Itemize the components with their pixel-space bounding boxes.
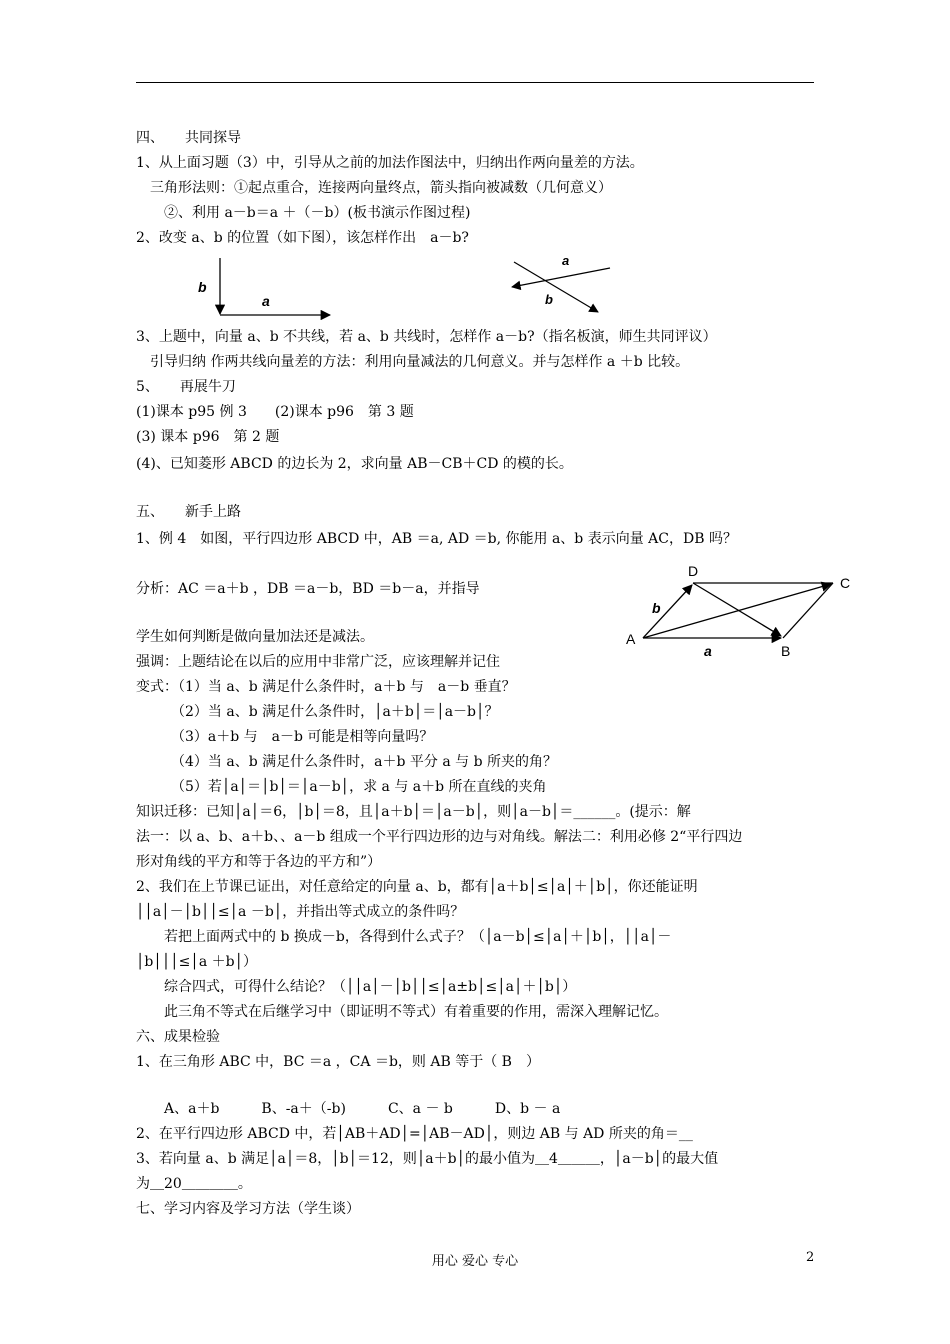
text-line: 为＿20＿＿＿＿。 <box>136 1176 252 1192</box>
section-6-heading: 六、成果检验 <box>136 1029 220 1045</box>
label-a: a <box>262 293 270 309</box>
text-line: 此三角不等式在后继学习中（即证明不等式）有着重要的作用，需深入理解记忆。 <box>136 1004 668 1020</box>
text-line: (3) 课本 p96 第 2 题 <box>136 429 280 445</box>
text-line: 引导归纳 作两共线向量差的方法：利用向量减法的几何意义。并与怎样作 a ＋b 比较。 <box>136 354 690 370</box>
vertex-c: C <box>840 575 851 591</box>
header-rule <box>136 82 814 83</box>
label-b: b <box>198 279 207 295</box>
text-line: 2、改变 a、b 的位置（如下图），该怎样作出 a－b? <box>136 230 469 246</box>
text-line: 1、从上面习题（3）中，引导从之前的加法作图法中，归纳出作两向量差的方法。 <box>136 155 644 171</box>
text-line: │b│││≤│a ＋b│） <box>136 954 258 970</box>
text-line: ││a│－│b││≤│a －b│，并指出等式成立的条件吗？ <box>136 904 465 920</box>
text-line: (1)课本 p95 例 3 (2)课本 p96 第 3 题 <box>136 404 414 420</box>
label-b: b <box>545 292 553 307</box>
text-line: 三角形法则：①起点重合，连接两向量终点，箭头指向被减数（几何意义） <box>136 180 612 196</box>
text-line: 强调：上题结论在以后的应用中非常广泛，应该理解并记住 <box>136 654 500 670</box>
text-line: 1、例 4 如图，平行四边形 ABCD 中，AB ＝a, AD ＝b, 你能用 a、b 表示向量 AC，DB 吗？ <box>136 531 737 547</box>
section-7-heading: 七、学习内容及学习方法（学生谈） <box>136 1201 360 1217</box>
text-line: 变式：（1）当 a、b 满足什么条件时，a＋b 与 a－b 垂直？ <box>136 679 516 695</box>
label-a: a <box>704 643 712 659</box>
text-line: 法一：以 a、b、a＋b、、a－b 组成一个平行四边形的边与对角线。解法二：利用必修 2“平行四边 <box>136 829 743 845</box>
text-line: 2、在平行四边形 ABCD 中，若│AB＋AD│=│AB－AD│，则边 AB 与 AD 所夹的角＝__ <box>136 1126 693 1142</box>
label-b: b <box>652 600 661 616</box>
vertex-b: B <box>781 643 791 659</box>
section-5-heading: 5、 再展牛刀 <box>136 379 236 395</box>
vector-ac <box>643 584 831 638</box>
text-line: 若把上面两式中的 b 换成－b，各得到什么式子？（│a－b│≤│a│＋│b│，││a│－ <box>136 929 672 945</box>
text-line: ②、利用 a－b＝a ＋（－b）(板书演示作图过程) <box>136 205 471 221</box>
figure-vectors-perpendicular <box>190 254 350 324</box>
vector-b-arrow <box>514 262 598 312</box>
figure-vectors-crossing <box>500 250 630 325</box>
section-five-heading: 五、 新手上路 <box>136 504 241 520</box>
footer-motto: 用心 爱心 专心 <box>431 1254 519 1269</box>
text-line: 分析：AC ＝a＋b ，DB ＝a－b，BD ＝b－a，并指导 <box>136 581 480 597</box>
text-line: （5）若│a│＝│b│＝│a－b│，求 a 与 a＋b 所在直线的夹角 <box>136 779 547 795</box>
text-line: A、a＋b B、-a＋（-b) C、a － b D、b － a <box>136 1101 561 1117</box>
vector-ad <box>643 585 692 638</box>
text-line: 知识迁移：已知│a│＝6，│b│＝8，且│a＋b│＝│a－b│，则│a－b│＝______。(提示：解 <box>136 804 691 820</box>
vector-a-arrow <box>512 268 610 287</box>
text-line: （3）a＋b 与 a－b 可能是相等向量吗？ <box>136 729 434 745</box>
section-4-heading: 四、 共同探导 <box>136 130 241 146</box>
text-line: (4)、已知菱形 ABCD 的边长为 2，求向量 AB－CB＋CD 的模的长。 <box>136 456 573 472</box>
vertex-d: D <box>688 563 699 579</box>
text-line: （4）当 a、b 满足什么条件时，a＋b 平分 a 与 b 所夹的角？ <box>136 754 557 770</box>
label-a: a <box>562 253 570 268</box>
vertex-a: A <box>626 631 636 647</box>
page-number: 2 <box>806 1250 815 1265</box>
text-line: （2）当 a、b 满足什么条件时，│a＋b│＝│a－b│？ <box>136 704 499 720</box>
figure-parallelogram-abcd <box>618 558 858 663</box>
text-line: 学生如何判断是做向量加法还是减法。 <box>136 629 374 645</box>
text-line: 3、上题中，向量 a、b 不共线，若 a、b 共线时，怎样作 a－b?（指名板演，师生共同评议） <box>136 329 717 345</box>
vector-db <box>693 583 781 636</box>
text-line: 2、我们在上节课已证出，对任意给定的向量 a、b，都有│a＋b│≤│a│＋│b│，你还能证明 <box>136 879 698 895</box>
text-line: 1、在三角形 ABC 中，BC ＝a ，CA ＝b，则 AB 等于（ B ） <box>136 1054 540 1070</box>
text-line: 形对角线的平方和等于各边的平方和”） <box>136 854 382 870</box>
text-line: 3、若向量 a、b 满足│a│＝8，│b│＝12，则│a＋b│的最小值为＿4＿＿＿，│a－b│的最大值 <box>136 1151 719 1167</box>
text-line: 综合四式，可得什么结论？（││a│－│b││≤│a±b│≤│a│＋│b│） <box>136 979 577 995</box>
